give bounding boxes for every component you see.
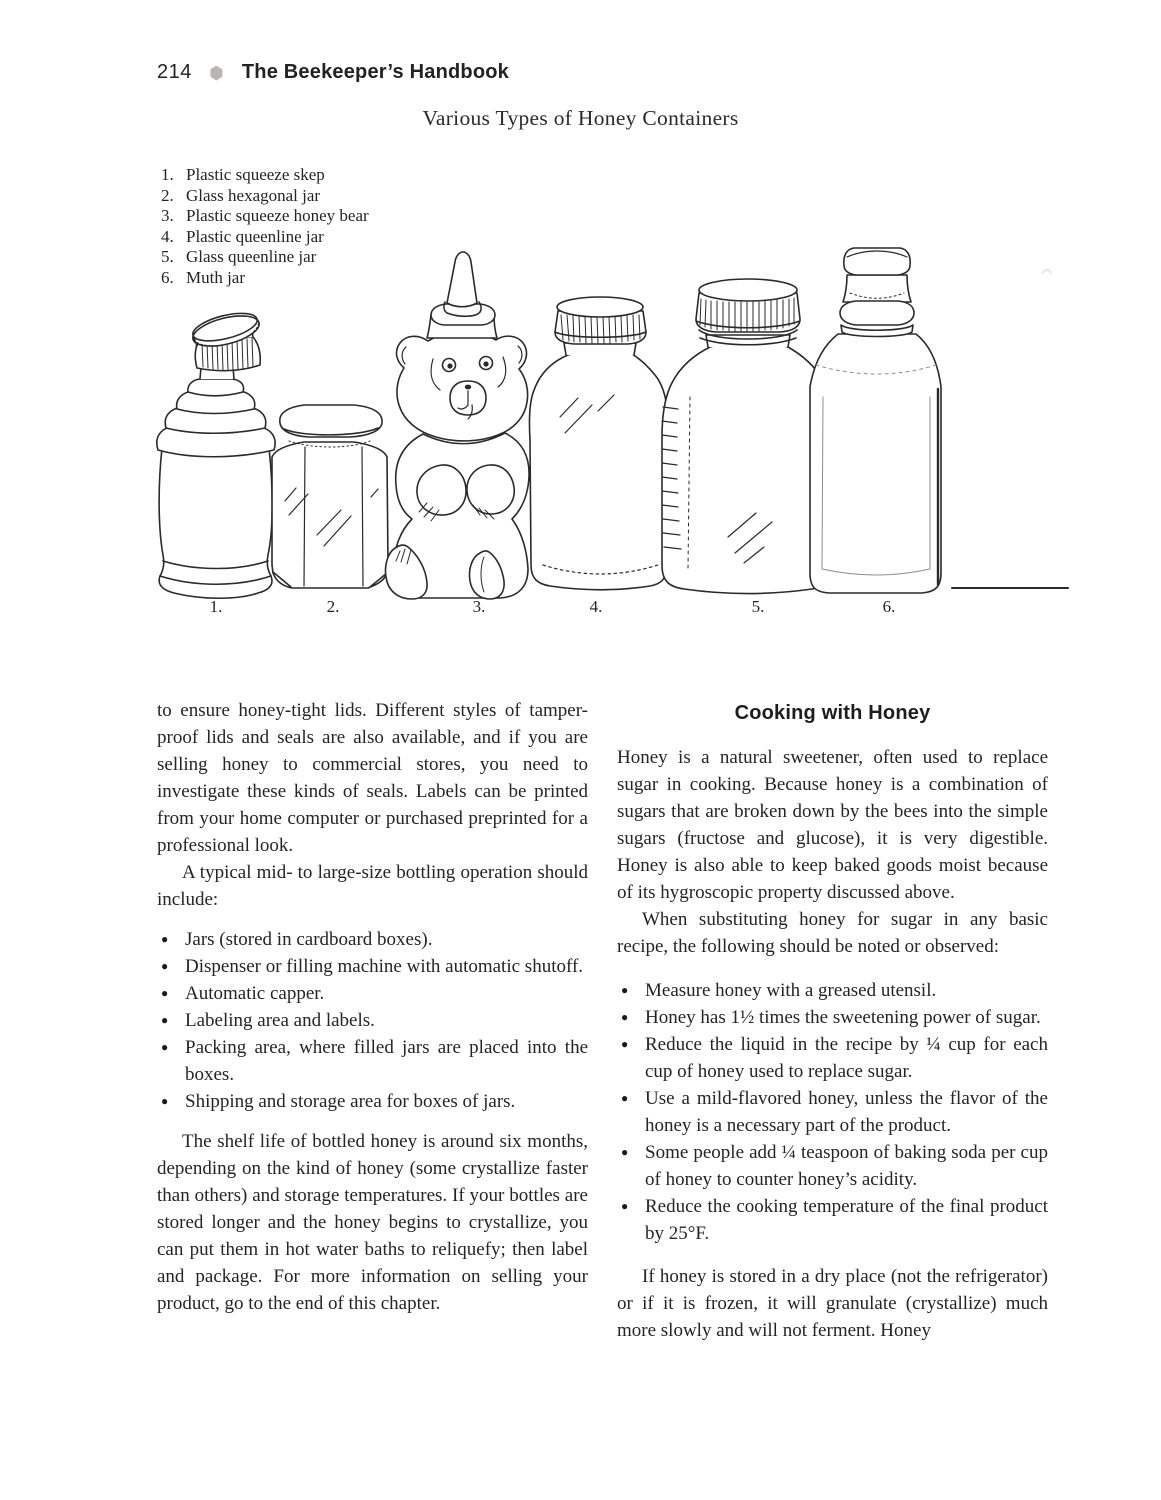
list-item bbox=[617, 1193, 1048, 1247]
legend-item-label: Plastic squeeze honey bear bbox=[186, 206, 369, 225]
list-item bbox=[157, 980, 588, 1007]
list-item-text: Use a mild-flavored honey, unless the flavor of the honey is a necessary part of the product. bbox=[645, 1088, 1048, 1136]
page-number: 214 bbox=[157, 61, 192, 83]
list-item-text: Measure honey with a greased utensil. bbox=[645, 980, 937, 1001]
list-item bbox=[157, 1088, 588, 1115]
bullet-icon: ● bbox=[161, 1094, 169, 1108]
container-glass-hexagonal-jar bbox=[272, 405, 388, 588]
scan-smudge bbox=[1043, 270, 1051, 274]
list-item bbox=[617, 1031, 1048, 1085]
paragraph-storage: If honey is stored in a dry place (not the refrigerator) or if it is frozen, it will granulate (crystallize) much more slowly and will not ferment. Honey bbox=[617, 1266, 1048, 1341]
paragraph-shelf-life: The shelf life of bottled honey is around six months, depending on the kind of honey (some crystallize faster than others) and storage temperatures. If your bottles are stored longer and the honey begins to crystallize, you can put them in hot water baths to reliquefy; then label and package. For more information on selling your product, go to the end of this chapter. bbox=[157, 1131, 588, 1314]
list-item-text: Automatic capper. bbox=[185, 983, 325, 1004]
hexagon-divider-icon bbox=[210, 66, 223, 81]
list-item-text: Labeling area and labels. bbox=[185, 1010, 375, 1031]
legend-item-number: 2. bbox=[161, 185, 174, 205]
list-item-text: Jars (stored in cardboard boxes). bbox=[185, 929, 433, 950]
bullet-icon: ● bbox=[621, 1037, 629, 1051]
paragraph-natural-sweetener: Honey is a natural sweetener, often used to replace sugar in cooking. Because honey is a combination of sugars that are broken down by the bees into the simple sugars (fructose and glucose), it is very digestible. Honey is also able to keep baked goods moist because of its hygroscopic property discussed above. bbox=[617, 747, 1048, 903]
list-item-text: Some people add ¼ teaspoon of baking soda per cup of honey to counter honey’s acidity. bbox=[645, 1142, 1048, 1190]
legend-item-number: 3. bbox=[161, 206, 174, 225]
legend-item-label: Muth jar bbox=[186, 267, 246, 287]
figure-label: 5. bbox=[751, 597, 765, 616]
figure-label: 3. bbox=[472, 597, 486, 616]
substitution-tips-list bbox=[617, 977, 1048, 1247]
container-plastic-honey-bear bbox=[385, 252, 529, 599]
legend-item-label: Plastic squeeze skep bbox=[186, 165, 325, 184]
bullet-icon: ● bbox=[161, 1013, 169, 1027]
list-item-text: Shipping and storage area for boxes of jars. bbox=[185, 1091, 516, 1112]
paragraph-substituting: When substituting honey for sugar in any basic recipe, the following should be noted or observed: bbox=[617, 909, 1048, 957]
list-item-text: Reduce the cooking temperature of the final product by 25°F. bbox=[645, 1196, 1048, 1244]
list-item bbox=[617, 1085, 1048, 1139]
bullet-icon: ● bbox=[621, 1145, 629, 1159]
list-item bbox=[157, 953, 588, 980]
honey-containers-illustration bbox=[150, 235, 1070, 615]
bullet-icon: ● bbox=[161, 959, 169, 973]
legend-item bbox=[161, 186, 369, 207]
bottling-checklist bbox=[157, 926, 588, 1115]
list-item bbox=[617, 977, 1048, 1004]
legend-item-number: 6. bbox=[161, 267, 174, 287]
list-item-text: Packing area, where filled jars are placed into the boxes. bbox=[185, 1037, 588, 1085]
book-title: The Beekeeper’s Handbook bbox=[241, 61, 509, 83]
container-muth-jar bbox=[810, 248, 941, 593]
bullet-icon: ● bbox=[621, 983, 629, 997]
bullet-icon: ● bbox=[161, 932, 169, 946]
bullet-icon: ● bbox=[621, 1091, 629, 1105]
list-item bbox=[157, 1034, 588, 1088]
section-heading-cooking-with-honey: Cooking with Honey bbox=[734, 702, 931, 724]
list-item bbox=[157, 1007, 588, 1034]
figure-label: 6. bbox=[882, 597, 896, 616]
paragraph-lids-seals: to ensure honey-tight lids. Different styles of tamper-proof lids and seals are also available, and if you are selling honey to commercial stores, you need to investigate these kinds of seals. Labels can be printed from your home computer or purchased preprinted for a professional look. bbox=[157, 700, 588, 856]
list-item-text: Reduce the liquid in the recipe by ¼ cup for each cup of honey used to replace sugar. bbox=[645, 1034, 1048, 1082]
list-item-text: Dispenser or filling machine with automatic shutoff. bbox=[185, 956, 584, 977]
container-plastic-queenline-jar bbox=[529, 297, 668, 590]
legend-item-label: Glass hexagonal jar bbox=[186, 185, 321, 205]
bullet-icon: ● bbox=[161, 986, 169, 1000]
figure-number-labels bbox=[0, 597, 1161, 621]
list-item bbox=[617, 1139, 1048, 1193]
legend-item-number: 1. bbox=[161, 165, 174, 184]
list-item bbox=[157, 926, 588, 953]
figure-label: 1. bbox=[209, 597, 223, 616]
bullet-icon: ● bbox=[161, 1040, 169, 1054]
figure-label: 4. bbox=[589, 597, 603, 616]
container-glass-queenline-jar bbox=[662, 279, 833, 594]
legend-item bbox=[161, 165, 369, 186]
legend-item-label: Plastic queenline jar bbox=[186, 226, 324, 246]
container-plastic-squeeze-skep bbox=[157, 308, 275, 599]
text-column-right bbox=[617, 697, 1048, 1344]
legend-item-number: 5. bbox=[161, 247, 174, 266]
bullet-icon: ● bbox=[621, 1010, 629, 1024]
list-item-text: Honey has 1½ times the sweetening power of sugar. bbox=[645, 1007, 1041, 1028]
page-header bbox=[157, 61, 509, 84]
figure-title: Various Types of Honey Containers bbox=[422, 106, 739, 130]
list-item bbox=[617, 1004, 1048, 1031]
text-column-left bbox=[157, 697, 588, 1317]
paragraph-bottling-operation: A typical mid- to large-size bottling operation should include: bbox=[157, 862, 588, 910]
legend-item-label: Glass queenline jar bbox=[186, 247, 317, 266]
legend-item bbox=[161, 206, 369, 227]
legend-item-number: 4. bbox=[161, 226, 174, 246]
bullet-icon: ● bbox=[621, 1199, 629, 1213]
figure-label: 2. bbox=[326, 597, 340, 616]
